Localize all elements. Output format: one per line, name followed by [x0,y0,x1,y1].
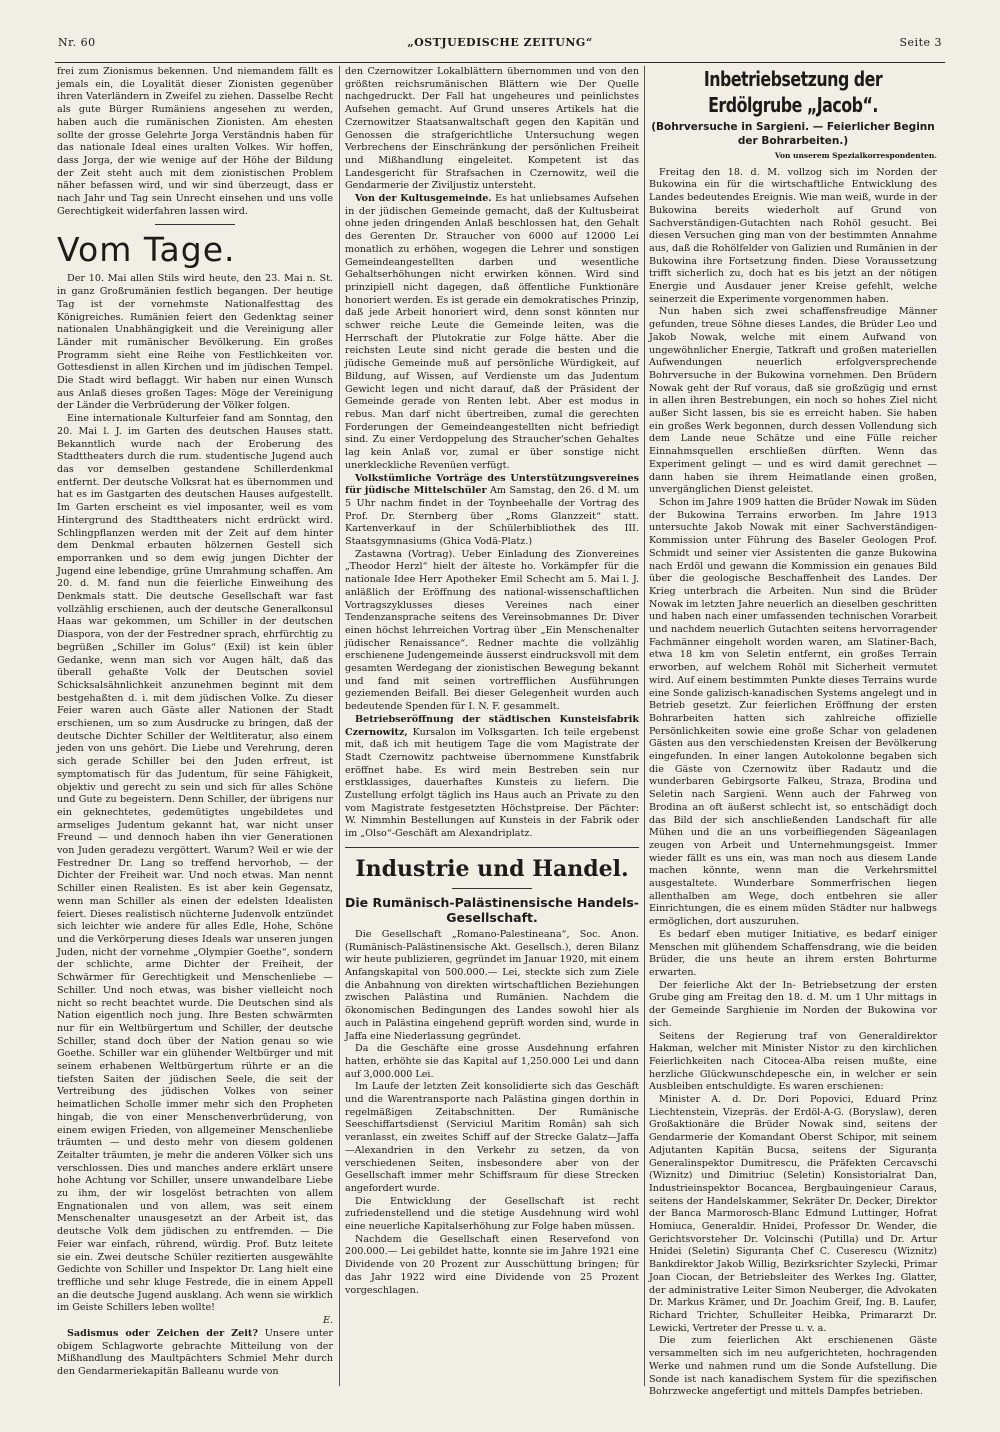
page-label: Seite 3 [899,36,942,49]
header-rule [55,62,945,63]
column-divider [644,66,645,1386]
article-paragraph: Es bedarf eben mutiger Initiative, es bedarf einiger Menschen mit glühendem Schaffensdrang, wie die beiden Brüder, die uns heute an ihrem ersten Bohrturme erwarten. [649,928,937,978]
article-title: Inbetriebsetzung der Erdölgrube „Jacob“. [703,67,883,117]
article-paragraph: Da die Geschäfte eine grosse Ausdehnung erfahren hatten, erhöhte sie das Kapital auf 1,250.000 Lei und dann auf 3,000.000 Lei. [345,1043,639,1080]
column-divider [339,66,340,1386]
separator-rule [155,224,235,225]
article-paragraph: Die zum feierlichen Akt erschienenen Gäste versammelten sich im neu aufgerichteten, hochragenden Werke und nahmen rund um die Sonde Aufstellung. Die Sonde ist nach kanadischem System für die spezifischen Bohrzwecke angefertigt und mittels Dampfes betrieben. [649,1335,937,1398]
newspaper-title: „OSTJUEDISCHE ZEITUNG“ [407,36,593,49]
article-text: den Czernowitzer Lokalblättern übernommen und von den größten reichsrumänischen Blättern wie Der Quelle nachgedruckt. Der Fall hat ungeheures und peinlichstes Aufsehen gemacht. Auf Grund unseres Artikels hat die Czernowitzer Staatsanwaltschaft gegen den Kapitän und Genossen die strafgerichtliche Untersuchung wegen Verbrechens der Einschränkung der persönlichen Freiheit und Mißhandlung eingeleitet. Kompetent ist das Landesgericht für Strafsachen in Czernowitz, weil die Gendarmerie der Ziviljustiz untersteht. [345,66,639,192]
separator-rule [345,847,639,848]
article-paragraph: Nachdem die Gesellschaft einen Reservefond von 200.000.— Lei gebildet hatte, konnte sie im Jahre 1921 eine Dividende von 20 Prozent zur Ausschüttung bringen; für das Jahr 1922 wird eine Dividende von 25 Prozent vorgeschlagen. [345,1233,639,1296]
article-paragraph: Eine internationale Kulturfeier fand am Sonntag, den 20. Mai l. J. im Garten des deutschen Hauses statt. Bekanntlich wurde nach der Eroberung des Stadttheaters durch die rum. studentische Jugend auch das vor demselben gestandene Schillerdenkmal entfernt. Der deutsche Volksrat hat es übernommen und hat es im Gastgarten des deutschen Hauses aufgestellt. Im Garten erscheint es viel imposanter, weil es vom Hintergrund des Stadttheaters nicht erdrückt wird. Schlingpflanzen werden mit der Zeit auf dem hinter dem Denkmal erbauten hölzernen Gestell sich emporranken und so dem ewig jungen Dichter der Jugend eine lebendige, grüne Umrahmung schaffen. Am 20. d. M. fand nun die feierliche Einweihung des Denkmals statt. Die deutsche Gesellschaft war fast vollzählig erschienen, auch der deutsche Generalkonsul Haas war gekommen, um Schiller in der deutschen Diaspora, von der der Festredner sprach, ehrfürchtig zu begrüßen „Schiller im Golus“ (Exil) ist kein übler Gedanke, wenn man sich vor Augen hält, daß das überall gehaßte Volk der Deutschen soviel Schicksalsähnlichkeit anzunehmen beginnt mit dem bestgehaßten d. i. mit dem jüdischen Volke. Zu dieser Feier waren auch Gäste aller Nationen der Stadt erschienen, um so zum Ausdrucke zu bringen, daß der deutsche Dichter Schiller der Weltliteratur, also einem jeden von uns gehört. Die Liebe und Verehrung, deren sich gerade Schiller bei den Juden erfreut, ist symptomatisch für das Judentum, für seine Fähigkeit, objektiv und gerecht zu sein und sich für alles Schöne und Gute zu begeistern. Denn Schiller, der übrigens nur ein geknechtetes, gedemütigtes ungebildetes und armseliges Judentum gekannt hat, war nicht unser Freund — und dennoch haben ihn vier Generationen von Juden geradezu vergöttert. Warum? Weil er wie der Festredner Dr. Lang so treffend hervorhob, — der Dichter der Freiheit war. Und noch etwas. Man nennt Schiller einen Realisten. Es ist aber kein Gegensatz, wenn man Schiller als einen der edelsten Idealisten feiert. Dieses realistisch nüchterne Judenvolk entzündet sich leichter wie andere für alles Edle, Hohe, Schöne und die Verkörperung dieses Ideals war unseren jungen Juden, nicht der vornehme „Olympier Goethe“, sondern der schlichte, arme Dichter der Freiheit, der Schwärmer für Gerechtigkeit und Menschenliebe — Schiller. Und noch etwas, was bisher vielleicht noch nicht so recht beachtet wurde. Die Deutschen sind als Nation eigentlich noch jung. Ihre Besten schwärmten nur für ein Weltbürgertum und Schiller, der deutsche Schiller, stand doch über der Nation genau so wie Goethe. Schiller war ein glühender Weltbürger und mit seinem erhabenen Weltbürgertum rührte er an die tiefsten Saiten der jüdischen Seele, die seit der Vertreibung des jüdischen Volkes von seiner heimatlichen Scholle immer mehr sich den Propheten hingab, die von einer Menschenverbrüderung, von einem ewigen Frieden, von allgemeiner Menschenliebe träumten — und desto mehr von diesem goldenen Zeitalter träumten, je mehr die anderen Völker sich uns verschlossen. Dies und manches andere erklärt unsere hohe Achtung vor Schiller, unsere unwandelbare Liebe zu ihm, der wir losgelöst betrachten von allem Engnationalen und von allem, was seit einem Menschenalter unausgesetzt an der Arbeit ist, das deutsche Volk dem jüdischen zu entfremden. — Die Feier war einfach, rührend, würdig. Prof. Butz leitete sie ein. Zwei deutsche Schüler rezitierten ausgewählte Gedichte von Schiller und Inspektor Dr. Lang hielt eine treffliche und sehr kluge Festrede, die in einem Appell an die deutsche Jugend ausklang. Ach wenn sie wirklich im Geiste Schillers leben wollte! [57,413,333,1314]
column-middle [345,66,639,1386]
article-paragraph: Nun haben sich zwei schaffensfreudige Männer gefunden, treue Söhne dieses Landes, die Brüder Leo und Jakob Nowak, welche mit einem Aufwand von ungewöhnlicher Energie, Tatkraft und großen materiellen Aufwendungen neuerlich erfolgversprechende Bohrversuche in der Bukowina vornehmen. Den Brüdern Nowak geht der Ruf voraus, daß sie großzügig und ernst in allen ihren Bestrebungen, ein noch so hohes Ziel nicht außer Sicht lassen, bis sie es erreicht haben. Sie haben ein großes Werk begonnen, durch dessen Vollendung sich dem Lande neue Schätze und eine Fülle reicher Einnahmsquellen erschließen dürften. Wenn das Experiment gelingt — und es wird damit gerechnet — dann haben sie ihrem Heimatlande einen großen, unvergänglichen Dienst geleistet. [649,306,937,496]
article-paragraph: Im Laufe der letzten Zeit konsolidierte sich das Geschäft und die Warentransporte nach Palästina gingen dorthin in regelmäßigen Zeitabschnitten. Der Rumänische Seeschiffartsdienst (Serviciul Maritim Român) sah sich veranlasst, ein zweites Schiff auf der Strecke Galatz—Jaffa—Alexandrien in den Verkehr zu setzen, da von verschiedenen Seiten, insbesondere aber von der Gesellschaft immer mehr Schiffsraum für diese Strecken angefordert wurde. [345,1081,639,1194]
article-paragraph: Die Entwicklung der Gesellschaft ist recht zufriedenstellend und die stetige Ausdehnung wird wohl eine neuerliche Kapitalserhöhung zur Folge haben müssen. [345,1195,639,1233]
article-heading: Von der Kultusgemeinde. [355,193,492,205]
article-title: Die Rumänisch-Palästinensische Handels-Gesellschaft. [345,894,639,925]
article-paragraph: Der 10. Mai allen Stils wird heute, den 23. Mai n. St. in ganz Großrumänien festlich begangen. Der heutige Tag ist der vornehmste Nationalfesttag des Königreiches. Rumänien feiert den Gedenktag seiner nationalen Unabhängigkeit und die Vereinigung aller Länder mit rumänischer Bevölkerung. Ein großes Programm sieht eine Reihe von Festlichkeiten vor. Gottesdienst in allen Kirchen und im jüdischen Tempel. Die Stadt wird beflaggt. Wir haben nur einen Wunsch aus Anlaß dieses großen Tages: Möge der Vereinigung der Länder die Verbrüderung der Völker folgen. [57,273,333,412]
article-text: Kursalon im Volksgarten. Ich teile ergebenst mit, daß ich mit heutigem Tage die vom Magistrate der Stadt Czernowitz pachtweise übernommene Kunstfabrik eröffnet habe. Es wird mein Bestreben sein nur erstklassiges, dauerhaftes Kunsteis zu liefern. Die Zustellung erfolgt täglich ins Haus auch an Private zu den vom Magistrate festgesetzten Höchstpreise. Der Pächter: W. Nimmhin Bestellungen auf Kunsteis in der Fabrik oder im „Olso“-Geschäft am Alexandriplatz. [345,726,639,840]
page-number: Nr. 60 [58,36,96,49]
section-title: Industrie und Handel. [355,855,629,882]
column-left [57,66,333,1386]
separator-rule [452,888,532,889]
article-paragraph: Schon im Jahre 1909 hatten die Brüder Nowak im Süden der Bukowina Terrains erworben. Im Jahre 1913 untersuchte Jakob Nowak mit einer Sachverständigen-Kommission unter Führung des Baseler Geologen Prof. Schmidt und seiner vier Assistenten die ganze Bukowina nach Erdöl und gewann die Kommission ein genaues Bild über die geologische Beschaffenheit des Landes. Der Krieg unterbrach die Arbeiten. Nun sind die Brüder Nowak im letzten Jahre neuerlich an dieselben geschritten und haben nach einer umfassenden technischen Vorarbeit und nachdem neuerlich Gutachten seitens hervorragender Fachmänner eingeholt worden waren, am Slatiner-Bach, etwa 18 km von Seletin entfernt, ein großes Terrain erworben, auf welchem Rohöl mit Sicherheit vermutet wird. Auf einem bestimmten Punkte dieses Terrains wurde eine Sonde galizisch-kanadischen Systems angelegt und in Betrieb gesetzt. Zur feierlichen Eröffnung der ersten Bohrarbeiten hatten sich zahlreiche offizielle Persönlichkeiten sowie eine große Schar von geladenen Gästen aus den verschiedensten Kreisen der Bevölkerung eingefunden. In einer langen Autokolonne begaben sich die Gäste von Czernowitz über Radautz und die wunderbaren Gebirgsorte Falkeu, Straza, Brodina und Seletin nach Sargieni. Wenn auch der Fahrweg von Brodina an oft äußerst schlecht ist, so entschädigt doch das Bild der sich anschließenden Landschaft für alle Mühen und die an uns vorbeifliegenden Sägeanlagen zeugen von Arbeit und Unternehmungsgeist. Immer wieder fällt es uns ein, was man noch aus diesem Lande machen könnte, wenn man die Verkehrsmittel ausgestaltete. Wunderbare Sommerfrischen liegen allenthalben am Wege, doch entbehren sie aller Einrichtungen, die es einem müden Städter nur halbwegs ermöglichen, dort auszuruhen. [649,496,937,928]
article-paragraph: Minister A. d. Dr. Dori Popovici, Eduard Prinz Liechtenstein, Vizepräs. der Erdöl-A-G. (Boryslaw), deren Großaktionäre die Brüder Nowak sind, seitens der Gendarmerie der Komandant Oberst Schipor, mit seinem Adjutanten Kapitän Bucsa, seitens der Siguranța Generalinspektor Dumitrescu, die Präfekten Cercavschi (Wiznitz) und Dimitriuc (Seletin) Konsistorialrat Dan, Industrieinspektor Bocancea, Bergbauingenieur Caraus, seitens der Handelskammer, Sekräter Dr. Decker, Direktor der Banca Marmorosch-Blanc Edmund Luttinger, Hofrat Homiuca, Generaldir. Hnidei, Professor Dr. Wender, die Gerichtsvorsteher Dr. Volcinschi (Putilla) und Dr. Artur Hnidei (Seletin) Siguranța Chef C. Cuserescu (Wiznitz) Bankdirektor Jakob Willig, Bezirksrichter Szylecki, Primar Joan Ciocan, der Betriebsleiter des Werkes Ing. Glatter, der administrative Leiter Simon Neuberger, die Advokaten Dr. Markus Krämer, und Dr. Joachim Greif, Ing. B. Laufer, Richard Trichter, Schulleiter Heibka, Primararzt Dr. Lewicki, Vertreter der Presse u. v. a. [649,1094,937,1334]
section-title: Vom Tage. [57,230,236,270]
article-heading: Betriebseröffnung der städtischen Kunsteisfabrik Czernowitz, [345,713,639,738]
column-right [649,66,937,1398]
article-paragraph: Zastawna (Vortrag). Ueber Einladung des Zionvereines „Theodor Herzl“ hielt der älteste ho. Vorkämpfer für die nationale Idee Herr Apotheker Emil Schecht am 5. Mai l. J. anläßlich der Eröffnung des national-wissenschaftlichen Vortragszyklusses dieses Vereines nach einer Tendenzansprache seitens des Vereinsobmannes Dr. Diver einen höchst lehrreichen Vortrag über „Ein Menschenalter jüdischer Renaissance“. Redner machte die vollzählig erschienene Judengemeinde äusserst eindrucksvoll mit dem gesamten Werdegang der zionistischen Bewegung bekannt und fand mit seinen vortrefflichen Ausführungen geziemenden Beifall. Bei dieser Gelegenheit wurden auch bedeutende Spenden für I. N. F. gesammelt. [345,548,639,713]
article-heading: Volkstümliche Vorträge des Unterstützungsvereines für jüdische Mittelschüler [345,472,639,497]
signature: E. [322,1315,333,1327]
article-text: Es hat unliebsames Aufsehen in der jüdischen Gemeinde gemacht, daß der Kultusbeirat ohne jeden dringenden Anlaß beschlossen hat, den Gehalt des Gerenten Dr. Straucher von 6000 auf 12000 Lei monatlich zu erhöhen, wogegen die Lehrer und sonstigen Gemeindeangestellten darben und wesentliche Gehaltserhöhungen nicht erwirken können. Wird sind prinzipiell nicht dagegen, daß öffentliche Funktionäre honoriert werden. Es ist gerade ein demokratisches Prinzip, daß jede Arbeit honoriert wird, denn sonst könnten nur schwer reiche Leute die Gemeinde leiten, was die Herrschaft der Plutokratie zur Folge hätte. Aber die reichsten Leute sind nicht gerade die besten und die jüdische Gemeinde muß auf persönliche Würdigkeit, auf Bildung, auf Wissen, auf Verdienste um das Judentum Gewicht legen und nicht darauf, daß der Präsident der Gemeinde gerade von Renten lebt. Aber est modus in rebus. Man darf nicht übertreiben, zumal die gerechten Forderungen der Gemeindeangestellten nicht befriedigt sind. Zu einer Verdoppelung des Straucher'schen Gehaltes lag kein Anlaß vor, zumal er über sonstige nicht unerkleckliche Revenüen verfügt. [345,193,639,471]
article-paragraph: Freitag den 18. d. M. vollzog sich im Norden der Bukowina ein für die wirtschaftliche Entwicklung des Landes bedeutendes Ereignis. Wie man weiß, wurde in der Bukowina bereits wiederholt auf Grund von Sachverständigen-Gutachten nach Rohöl gesucht. Bei diesen Versuchen ging man von der bestimmten Annahme aus, daß die Rohölfelder von Galizien und Rumänien in der Bukowina ihre Fortsetzung finden. Diese Voraussetzung trifft sicherlich zu, doch hat es bis jetzt an der nötigen Energie und Ausdauer jener Kreise gefehlt, welche seinerzeit die Experimente vorgenommen haben. [649,166,937,305]
article-text: frei zum Zionismus bekennen. Und niemandem fällt es jemals ein, die Loyalität dieser Zionisten gegenüber ihren Vaterländern in Zweifel zu ziehen. Dasselbe Recht als gute Bürger Rumäniens angesehen zu werden, haben auch die rumänischen Zionisten. Am ehesten sollte der grosse Gelehrte Jorga Verständnis haben für das nationale Ideal eines uralten Volkes. Wir hoffen, dass Jorga, der wie wenige auf der Höhe der Bildung der Zeit steht auch mit dem zionistischen Problem näher befassen wird, und wir sind überzeugt, dass er nach Jahr und Tag sein Unrecht einsehen und uns volle Gerechtigkeit widerfahren lassen wird. [57,66,333,217]
article-paragraph: Die Gesellschaft „Romano-Palestineana“, Soc. Anon. (Rumänisch-Palästinensische Akt. Gesellsch.), deren Bilanz wir heute publizieren, gegründet im Januar 1920, mit einem Anfangskapital von 500.000.— Lei, steckte sich zum Ziele die Anbahnung von direkten wirtschaftlichen Beziehungen zwischen Palästina und Rumänien. Nachdem die ökonomischen Bedingungen des Landes sowohl hier als auch in Palästina eingehend geprüft worden sind, wurde in Jaffa eine Niederlassung gegründet. [345,928,639,1042]
article-text: Unsere unter obigem Schlagworte gebrachte Mitteilung von der Mißhandlung des Maultpächters Schmiel Mehr durch den Gendarmeriekapitän Balleanu wurde von [57,1327,333,1377]
article-paragraph: Der feierliche Akt der In- Betriebsetzung der ersten Grube ging am Freitag den 18. d. M. um 1 Uhr mittags in der Gemeinde Sarghienie im Norden der Bukowina vor sich. [649,979,937,1029]
page-header [58,28,942,52]
article-heading: Sadismus oder Zeichen der Zeit? [67,1327,258,1339]
byline: Von unserem Spezialkorrespondenten. [774,151,937,160]
article-subtitle: (Bohrversuche in Sargieni. — Feierlicher Beginn der Bohrarbeiten.) [651,121,935,147]
article-paragraph: Seitens der Regierung traf von Generaldirektor Hakman, welcher mit Minister Nistor zu den kirchlichen Feierlichkeiten nach Citocea-Alba reisen mußte, eine herzliche Glückwunschdepesche ein, in welcher er sein Ausbleiben entschuldigte. Es waren erschienen: [649,1030,937,1093]
article-text: Am Samstag, den 26. d M. um 5 Uhr nachm findet in der Toynbeehalle der Vortrag des Prof. Dr. Sternberg über „Roms Glanzzeit“ statt. Kartenverkauf in der Schülerbibliothek des III. Staatsgymnasiums (Ghica Vodä-Platz.) [345,485,639,548]
